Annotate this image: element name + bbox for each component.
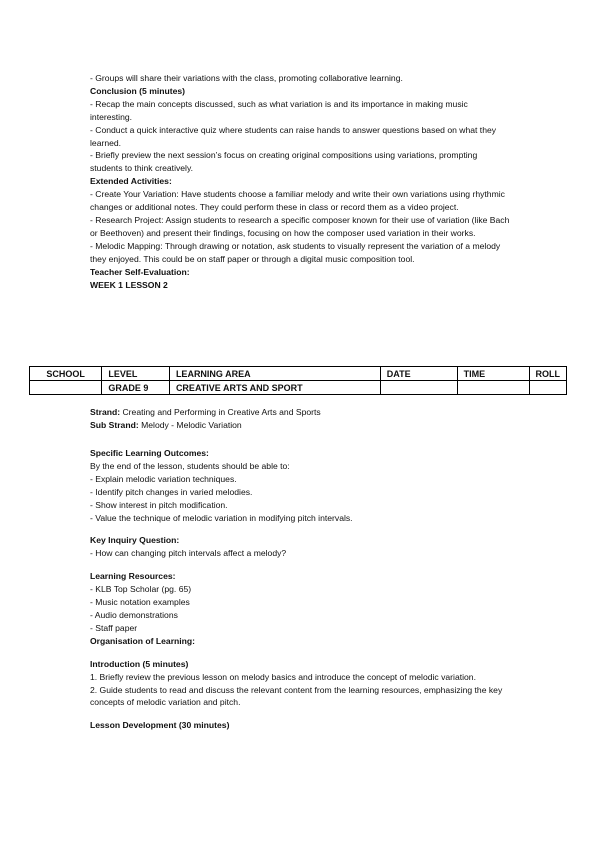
- sub-strand-value: Melody - Melodic Variation: [138, 419, 242, 430]
- strand-section: [90, 406, 510, 432]
- list-item: - Audio demonstrations: [90, 609, 178, 620]
- table-cell: [380, 381, 457, 395]
- table-header-cell: LEVEL: [102, 367, 170, 381]
- self-evaluation-heading: Teacher Self-Evaluation:: [90, 266, 190, 277]
- outcomes-section: [90, 447, 510, 732]
- table-header-cell: ROLL: [529, 367, 567, 381]
- table-row: [30, 381, 567, 395]
- list-item: - KLB Top Scholar (pg. 65): [90, 584, 192, 595]
- outcomes-intro: By the end of the lesson, students should be able to:: [90, 460, 290, 471]
- list-item: - Staff paper: [90, 622, 138, 633]
- table-header-row: [30, 367, 567, 381]
- sub-strand-label: Sub Strand:: [90, 419, 139, 430]
- sub-strand-line: [90, 419, 510, 432]
- list-item: - Music notation examples: [90, 597, 190, 608]
- paragraph: 2. Guide students to read and discuss the relevant content from the learning resources, emphasizing the key concepts of melodic variation and pitch.: [90, 684, 503, 708]
- table-header-cell: TIME: [457, 367, 529, 381]
- paragraph: 1. Briefly review the previous lesson on melody basics and introduce the concept of melodic variation.: [90, 671, 476, 682]
- paragraph: - Briefly preview the next session’s focus on creating original compositions using variations, prompting students to think creatively.: [90, 150, 478, 174]
- organisation-heading: Organisation of Learning:: [90, 635, 196, 646]
- strand-value: Creating and Performing in Creative Arts and Sports: [120, 407, 321, 417]
- table-cell: [457, 381, 529, 395]
- table-header-cell: LEARNING AREA: [169, 367, 380, 381]
- resources-heading: Learning Resources:: [90, 571, 176, 582]
- lesson-development-heading: Lesson Development (30 minutes): [90, 720, 230, 731]
- paragraph: - Research Project: Assign students to research a specific composer known for their use of variation (like Bach or Beethoven) and present their findings, focusing on how the composer used variation in their works.: [90, 214, 510, 238]
- table-cell: CREATIVE ARTS AND SPORT: [169, 381, 380, 395]
- paragraph: - Groups will share their variations with the class, promoting collaborative learning.: [90, 73, 403, 83]
- list-item: - Explain melodic variation techniques.: [90, 473, 237, 484]
- list-item: - Value the technique of melodic variation in modifying pitch intervals.: [90, 512, 353, 523]
- paragraph: - Conduct a quick interactive quiz where students can raise hands to answer questions based on what they learned.: [90, 124, 497, 148]
- inquiry-heading: Key Inquiry Question:: [90, 535, 180, 546]
- table-cell: [30, 381, 102, 395]
- table-header-cell: SCHOOL: [30, 367, 102, 381]
- paragraph: - Create Your Variation: Have students choose a familiar melody and write their own variations using rhythmic changes or additional notes. They could perform these in class or record them as a video project.: [90, 189, 505, 213]
- strand-label: Strand:: [90, 407, 121, 417]
- strand-line: [90, 406, 510, 419]
- conclusion-heading: Conclusion (5 minutes): [90, 85, 186, 96]
- list-item: - Identify pitch changes in varied melodies.: [90, 486, 253, 497]
- extended-activities-heading: Extended Activities:: [90, 176, 172, 187]
- paragraph: - Melodic Mapping: Through drawing or notation, ask students to visually represent the variation of a melody they enjoyed. This could be on staff paper or through a digital music composition tool.: [90, 240, 501, 264]
- introduction-heading: Introduction (5 minutes): [90, 658, 189, 669]
- table-cell: GRADE 9: [102, 381, 170, 395]
- outcomes-heading: Specific Learning Outcomes:: [90, 448, 209, 458]
- list-item: - Show interest in pitch modification.: [90, 499, 228, 510]
- paragraph: - Recap the main concepts discussed, such as what variation is and its importance in making music interesting.: [90, 98, 468, 122]
- week-lesson-heading: WEEK 1 LESSON 2: [90, 279, 168, 290]
- table-header-cell: DATE: [380, 367, 457, 381]
- list-item: - How can changing pitch intervals affect a melody?: [90, 548, 287, 559]
- lesson-info-table: [29, 366, 567, 395]
- table-cell: [529, 381, 567, 395]
- previous-lesson-section: [90, 72, 510, 291]
